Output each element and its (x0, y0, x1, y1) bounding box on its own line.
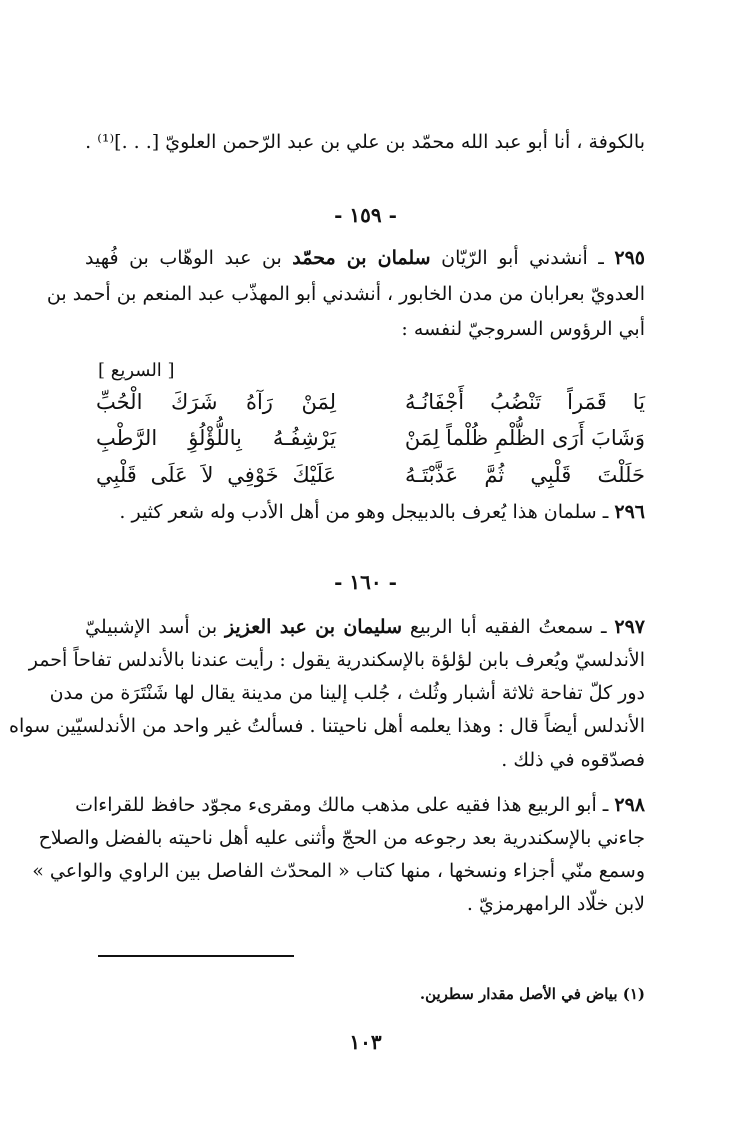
poem-meter-label: [ السريع ] (98, 360, 175, 381)
entry-298-line-1: ٢٩٨ ـ أبو الربيع هذا فقيه على مذهب مالك ومقرىء مجوّد حافظ للقراءات (75, 794, 645, 816)
verse-2-first-hemistich: وَشَابَ أَرَى الظُّلْمِ ظُلْماً لِمَنْ (404, 426, 645, 450)
person-name: سليمان بن عبد العزيز (224, 616, 403, 638)
entry-298-line-4: لابن خلّاد الرامهرمزيّ . (466, 893, 645, 915)
entry-298-line-3: وسمع منّي أجزاء ونسخها ، منها كتاب « المحدّث الفاصل بين الراوي والواعي » (32, 860, 645, 882)
verse-2-second-hemistich: يَرْشِفُـهُ بِاللُّؤْلُؤِ الرَّطْبِ (96, 426, 336, 450)
entry-number: ٢٩٨ (614, 794, 645, 816)
entry-297-line-4: الأندلس أيضاً قال : وهذا يعلمه أهل ناحيتنا . فسألتُ غير واحد من الأندلسيّين سواه (9, 715, 645, 737)
verse-1-second-hemistich: لِمَنْ رَآهُ شَرَكَ الْحُبِّ (96, 390, 336, 414)
page-number: ١٠٣ (349, 1030, 382, 1054)
entry-296: ٢٩٦ ـ سلمان هذا يُعرف بالدبيجل وهو من أهل الأدب وله شعر كثير . (119, 501, 645, 523)
section-heading-159: - ١٥٩ - (334, 203, 397, 227)
footnote-divider (98, 955, 294, 957)
footnote: (١) بياض في الأصل مقدار سطرين. (419, 985, 645, 1003)
verse-1-first-hemistich: يَا قَمَراً تَنْضُبُ أَجْفَانُـهُ (405, 390, 645, 414)
person-name: سلمان بن محمّد (292, 247, 431, 269)
entry-number: ٢٩٥ (614, 247, 645, 269)
entry-295-line-2: العدويّ بعرابان من مدن الخابور ، أنشدني أبو المهذّب عبد المنعم بن أحمد بن (46, 283, 645, 305)
entry-297-line-3: دور كلّ تفاحة ثلاثة أشبار وثُلث ، جُلب إلينا من مدينة يقال لها شَنْتَرَة من مدن (49, 682, 645, 704)
entry-297-line-5: فصدّقوه في ذلك . (501, 749, 645, 771)
entry-295-line-3: أبي الرؤوس السروجيّ لنفسه : (401, 318, 645, 340)
entry-number: ٢٩٧ (614, 616, 645, 638)
entry-number: ٢٩٦ (614, 501, 645, 523)
verse-3-first-hemistich: حَلَلْتَ قَلْبِي ثُمَّ عَذَّبْتَـهُ (405, 463, 645, 487)
entry-298-line-2: جاءني بالإسكندرية بعد رجوعه من الحجّ وأثنى عليه أهل ناحيته بالفضل والصلاح (38, 827, 645, 849)
verse-3-second-hemistich: عَلَيْكَ خَوْفِي لاَ عَلَى قَلْبِي (96, 463, 336, 487)
intro-line: بالكوفة ، أنا أبو عبد الله محمّد بن علي بن عبد الرّحمن العلويّ [. . .]⁽¹⁾ . (85, 131, 645, 153)
entry-297-line-1: ٢٩٧ ـ سمعتُ الفقيه أبا الربيع سليمان بن عبد العزيز بن أسد الإشبيليّ (85, 616, 645, 638)
entry-295-line-1: ٢٩٥ ـ أنشدني أبو الرّيّان سلمان بن محمّد بن عبد الوهّاب بن فُهيد (85, 247, 645, 269)
entry-297-line-2: الأندلسيّ ويُعرف بابن لؤلؤة بالإسكندرية يقول : رأيت عندنا بالأندلس تفاحاً أحمر (28, 649, 645, 671)
section-heading-160: - ١٦٠ - (334, 570, 397, 594)
